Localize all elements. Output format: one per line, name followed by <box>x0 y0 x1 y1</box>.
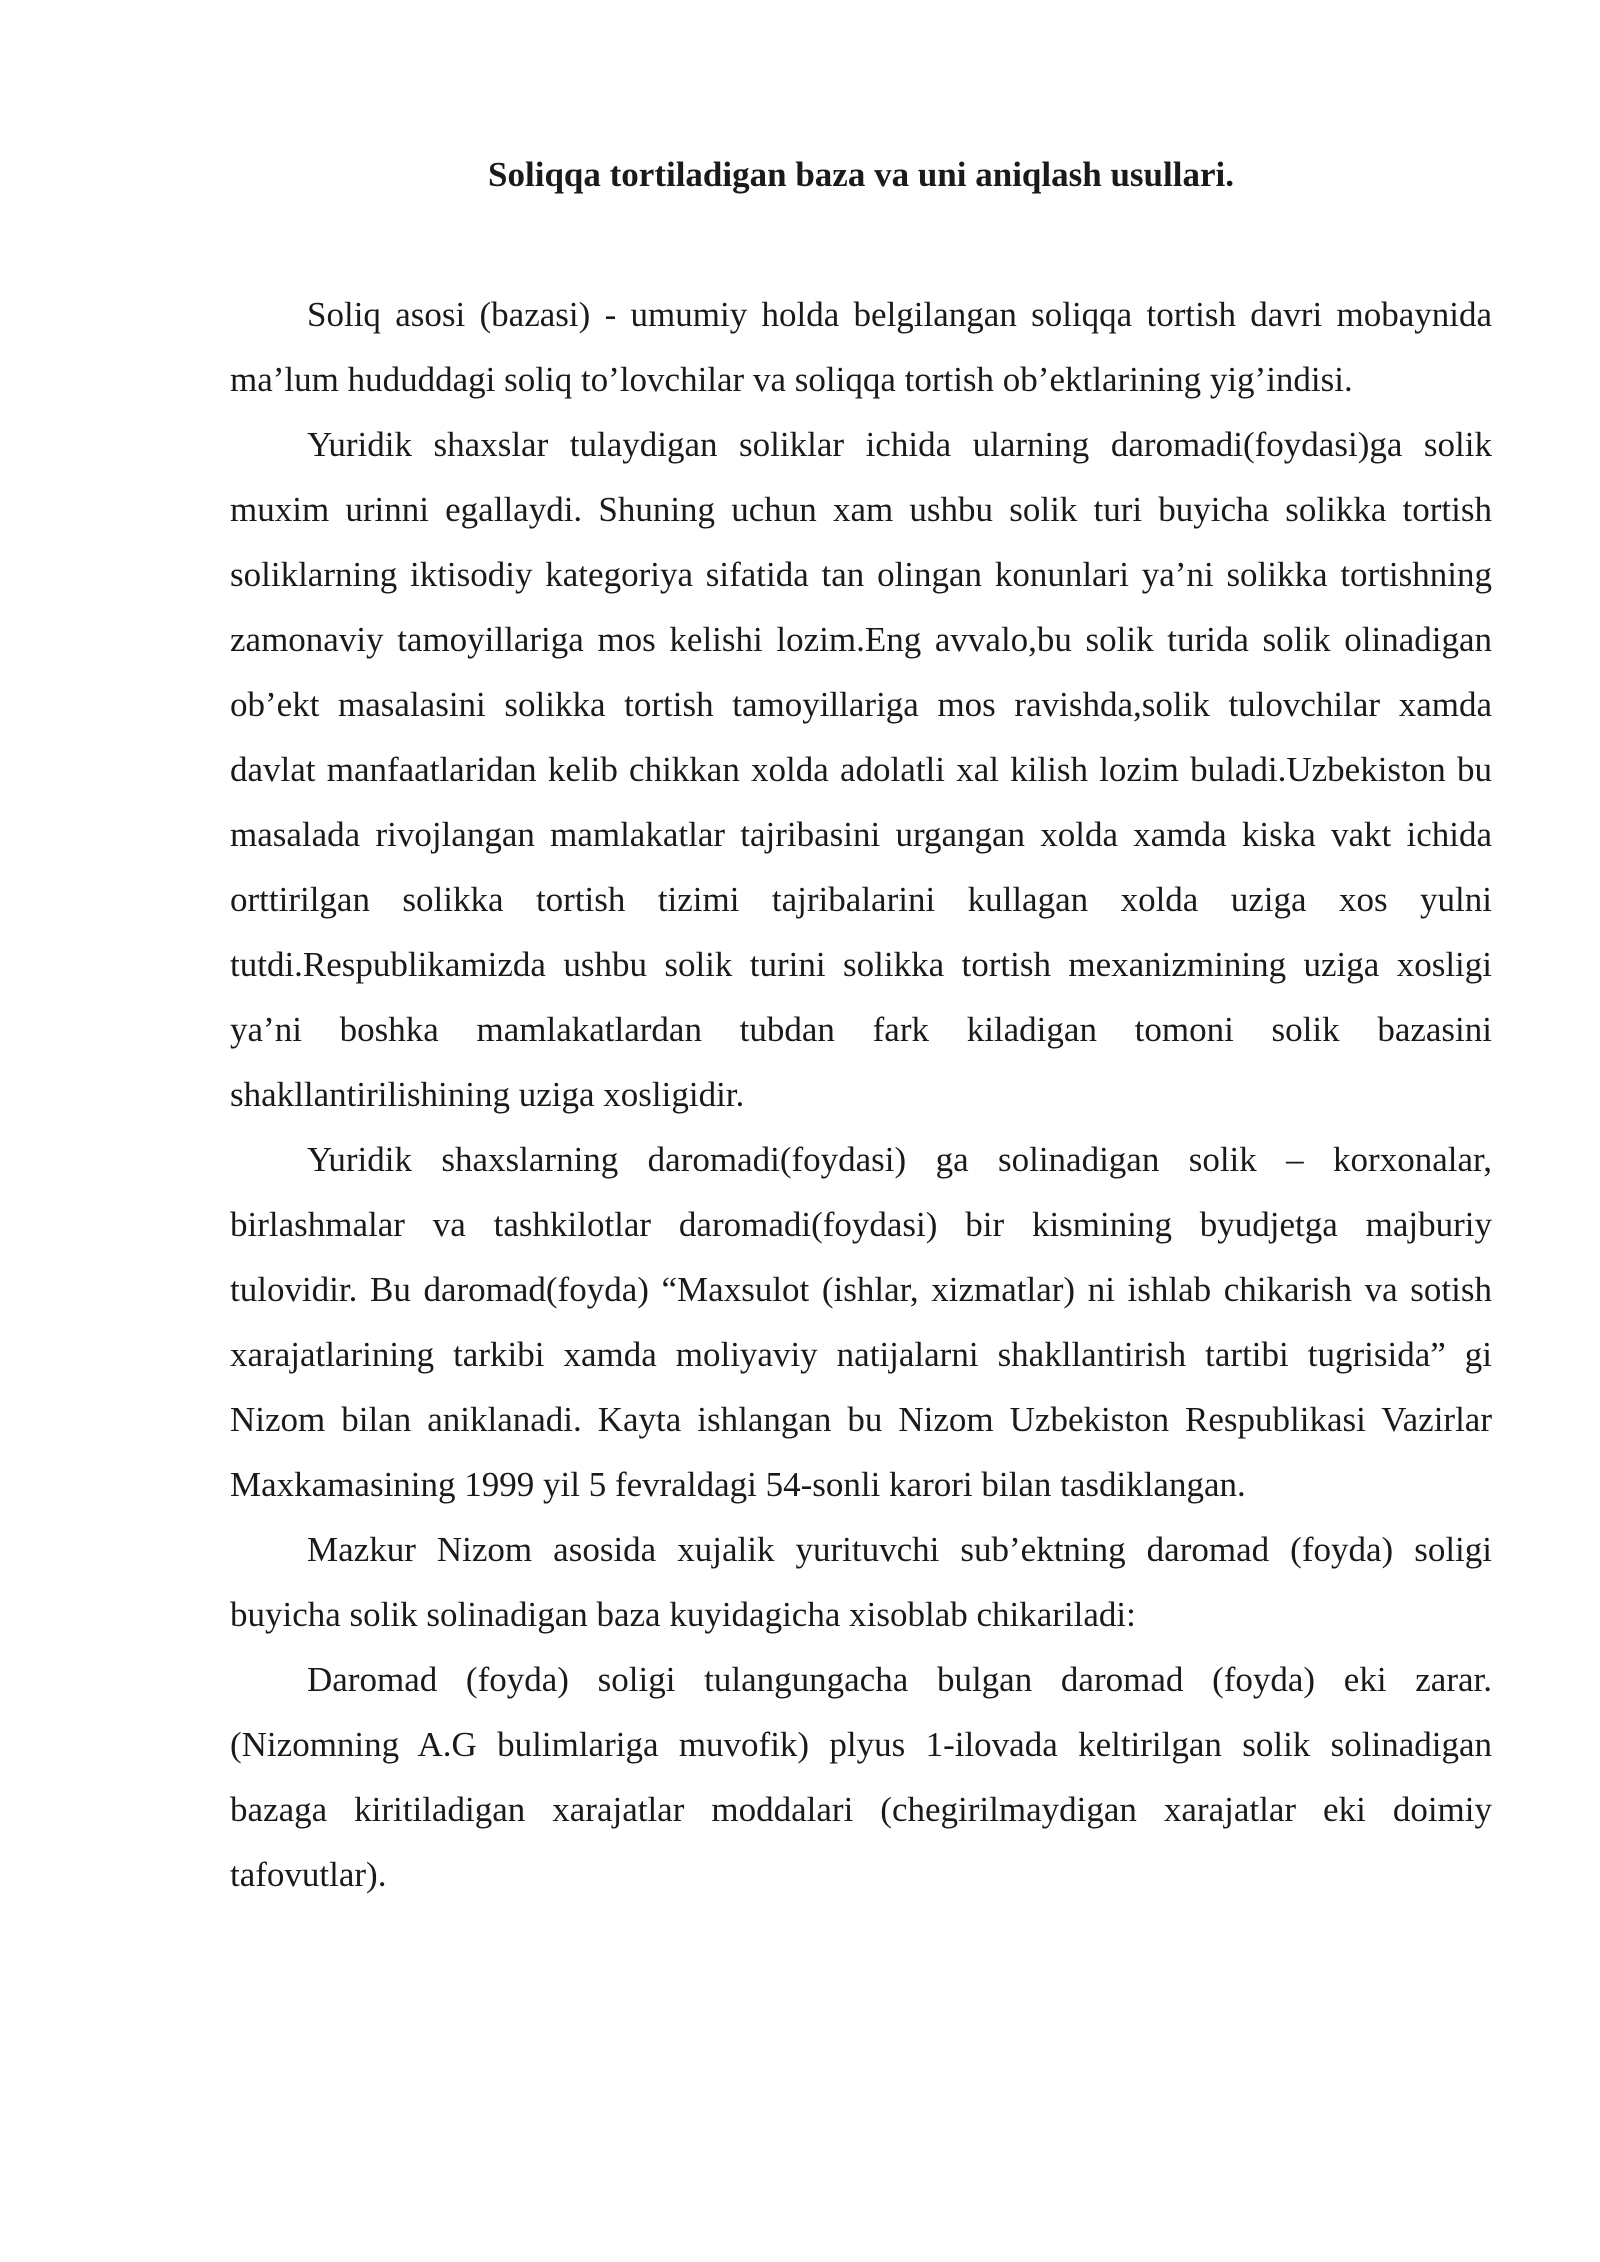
paragraph-daromad-soligi: Daromad (foyda) soligi tulangungacha bulgan daromad (foyda) eki zarar. (Nizomning A.G bulimlariga muvofik) plyus 1-ilovada keltirilgan solik solinadigan bazaga kiritiladigan xarajatlar moddalari (chegirilmaydigan xarajatlar eki doimiy tafovutlar). <box>230 1660 1492 1894</box>
paragraph-yuridik-shaxslar-tulaydigan: Yuridik shaxslar tulaydigan soliklar ichida ularning daromadi(foydasi)ga solik muxim urinni egallaydi. Shuning uchun xam ushbu solik turi buyicha solikka tortish soliklarning iktisodiy kategoriya sifatida tan olingan konunlari ya’ni solikka tortishning zamonaviy tamoyillariga mos kelishi lozim.Eng avvalo,bu solik turida solik olinadigan ob’ekt masalasini solikka tortish tamoyillariga mos ravishda,solik tulovchilar xamda davlat manfaatlaridan kelib chikkan xolda adolatli xal kilish lozim buladi.Uzbekiston bu masalada rivojlangan mamlakatlar tajribasini urgangan xolda xamda kiska vakt ichida orttirilgan solikka tortish tizimi tajribalarini kullagan xolda uziga xos yulni tutdi.Respublikamizda ushbu solik turini solikka tortish mexanizmining uziga xosligi ya’ni boshka mamlakatlardan tubdan fark kiladigan tomoni solik bazasini shakllantirilishining uziga xosligidir. <box>230 425 1492 1114</box>
paragraph-mazkur-nizom: Mazkur Nizom asosida xujalik yurituvchi sub’ektning daromad (foyda) soligi buyicha solik solinadigan baza kuyidagicha xisoblab chikariladi: <box>230 1530 1492 1634</box>
document-title: Soliqqa tortiladigan baza va uni aniqlash usullari. <box>488 155 1234 194</box>
document-body <box>230 282 1492 1907</box>
paragraph-soliq-asosi: Soliq asosi (bazasi) - umumiy holda belgilangan soliqqa tortish davri mobaynida ma’lum hududdagi soliq to’lovchilar va soliqqa tortish ob’ektlarining yig’indisi. <box>230 295 1492 399</box>
paragraph-yuridik-shaxslarning-daromadi: Yuridik shaxslarning daromadi(foydasi) ga solinadigan solik – korxonalar, birlashmalar va tashkilotlar daromadi(foydasi) bir kismining byudjetga majburiy tulovidir. Bu daromad(foyda) “Maxsulot (ishlar, xizmatlar) ni ishlab chikarish va sotish xarajatlarining tarkibi xamda moliyaviy natijalarni shakllantirish tartibi tugrisida” gi Nizom bilan aniklanadi. Kayta ishlangan bu Nizom Uzbekiston Respublikasi Vazirlar Maxkamasining 1999 yil 5 fevraldagi 54-sonli karori bilan tasdiklangan. <box>230 1140 1492 1504</box>
